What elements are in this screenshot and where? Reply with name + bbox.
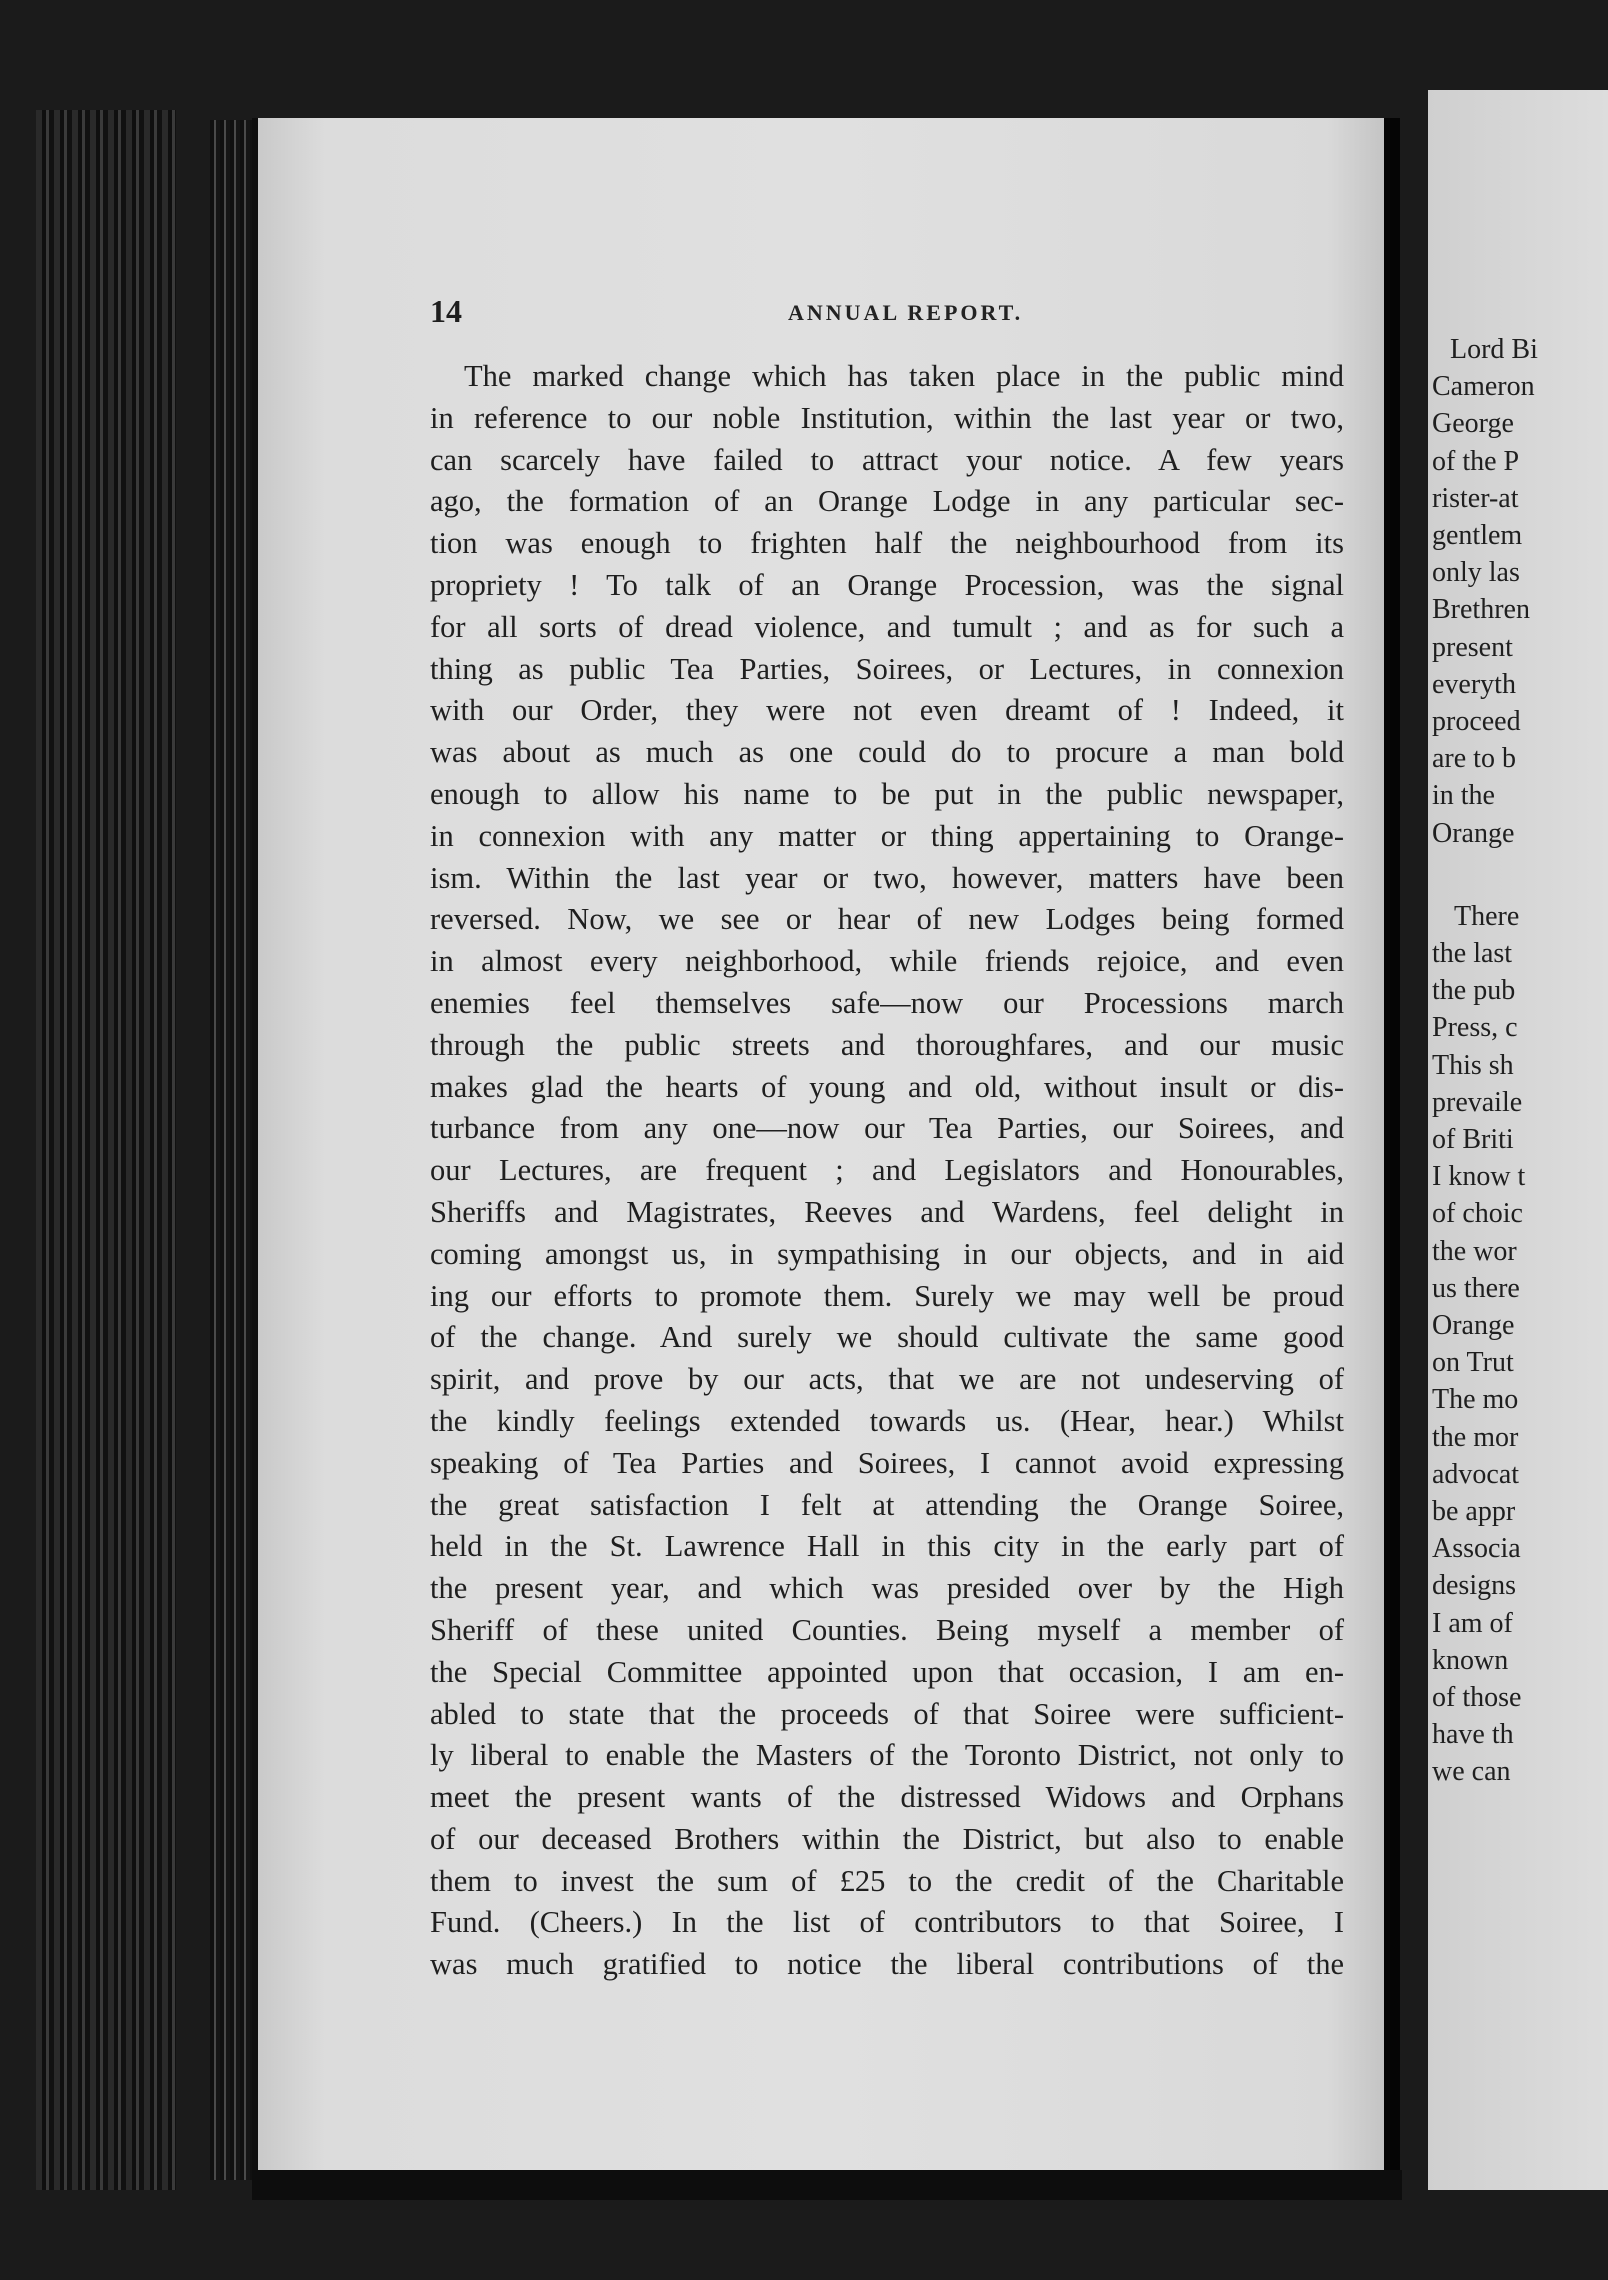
body-text: [430, 356, 1344, 1986]
text-line: known: [1432, 1644, 1509, 1676]
text-line: Sheriff of these united Counties. Being myself a member of: [430, 1612, 1344, 1647]
text-line: ing our efforts to promote them. Surely we may well be proud: [430, 1278, 1344, 1313]
text-line: of choic: [1432, 1198, 1523, 1230]
text-line: turbance from any one—now our Tea Parties, our Soirees, and: [430, 1111, 1344, 1146]
text-line: makes glad the hearts of young and old, without insult or dis-: [430, 1069, 1344, 1104]
text-line: only las: [1432, 557, 1520, 589]
text-line: speaking of Tea Parties and Soirees, I cannot avoid expressing: [430, 1445, 1344, 1480]
text-line: was about as much as one could do to procure a man bold: [430, 735, 1344, 770]
text-line: coming amongst us, in sympathising in our objects, and in aid: [430, 1236, 1344, 1271]
text-line: Press, c: [1432, 1012, 1518, 1044]
page-number: 14: [430, 293, 462, 329]
text-line: Associa: [1432, 1533, 1521, 1565]
text-line: George: [1432, 408, 1514, 440]
text-line: enough to allow his name to be put in the public newspaper,: [430, 776, 1344, 811]
text-line: through the public streets and thoroughfares, and our music: [430, 1027, 1344, 1062]
text-line: of Briti: [1432, 1124, 1514, 1155]
text-line: Brethren: [1432, 594, 1530, 626]
text-line: held in the St. Lawrence Hall in this city in the early part of: [430, 1529, 1344, 1564]
text-line: prevaile: [1432, 1086, 1523, 1118]
text-line: them to invest the sum of £25 to the credit of the Charitable: [430, 1863, 1344, 1898]
text-line: can scarcely have failed to attract your notice. A few years: [430, 442, 1344, 477]
text-line: enemies feel themselves safe—now our Processions march: [430, 985, 1344, 1020]
text-line: There: [1454, 900, 1520, 932]
text-line: thing as public Tea Parties, Soirees, or Lectures, in connexion: [430, 651, 1344, 686]
text-line: the great satisfaction I felt at attending the Orange Soiree,: [430, 1487, 1344, 1522]
text-line: proceed: [1432, 706, 1521, 737]
text-line: designs: [1432, 1570, 1516, 1602]
text-line: in almost every neighborhood, while friends rejoice, and even: [430, 944, 1344, 979]
text-line: everyth: [1432, 668, 1516, 700]
right-page-fragment: [1428, 90, 1608, 2190]
text-line: on Trut: [1432, 1347, 1514, 1379]
text-line: the present year, and which was presided over by the High: [430, 1571, 1344, 1606]
text-line: Orange: [1432, 1310, 1515, 1341]
text-line: present: [1432, 631, 1513, 663]
text-line: advocat: [1432, 1458, 1520, 1490]
text-line: The mo: [1432, 1384, 1519, 1416]
text-line: Fund. (Cheers.) In the list of contributors to that Soiree, I: [430, 1905, 1344, 1940]
text-line: The marked change which has taken place in the public mind: [464, 359, 1344, 393]
text-line: the Special Committee appointed upon that occasion, I am en-: [430, 1654, 1344, 1689]
text-line: was much gratified to notice the liberal contributions of the: [430, 1947, 1344, 1982]
text-line: I am of: [1432, 1607, 1513, 1639]
text-line: of our deceased Brothers within the District, but also to enable: [430, 1821, 1344, 1856]
text-line: have th: [1432, 1719, 1514, 1751]
text-line: us there: [1432, 1272, 1520, 1304]
text-line: of the P: [1432, 445, 1520, 477]
text-line: Sheriffs and Magistrates, Reeves and Wardens, feel delight in: [430, 1194, 1344, 1229]
text-line: with our Order, they were not even dreamt of ! Indeed, it: [430, 693, 1344, 728]
left-page: [252, 118, 1400, 2178]
text-line: of those: [1432, 1682, 1522, 1713]
book-binding-edge: [36, 110, 176, 2190]
text-line: the pub: [1432, 975, 1516, 1007]
text-line: ism. Within the last year or two, however, matters have been: [430, 860, 1344, 895]
text-line: I know t: [1432, 1161, 1526, 1193]
text-line: meet the present wants of the distressed Widows and Orphans: [430, 1780, 1344, 1815]
text-line: in the: [1432, 780, 1495, 812]
text-line: propriety ! To talk of an Orange Procession, was the signal: [430, 567, 1344, 602]
text-line: for all sorts of dread violence, and tumult ; and as for such a: [430, 609, 1344, 644]
text-line: in reference to our noble Institution, within the last year or two,: [430, 400, 1344, 435]
text-line: the wor: [1432, 1235, 1517, 1267]
text-line: of the change. And surely we should cultivate the same good: [430, 1320, 1344, 1355]
text-line: in connexion with any matter or thing appertaining to Orange-: [430, 818, 1344, 853]
text-line: rister-at: [1432, 482, 1519, 514]
text-line: our Lectures, are frequent ; and Legislators and Honourables,: [430, 1153, 1344, 1188]
text-line: tion was enough to frighten half the neighbourhood from its: [430, 526, 1344, 561]
page-bottom-shadow: [252, 2170, 1402, 2200]
text-line: abled to state that the proceeds of that Soiree were sufficient-: [430, 1696, 1344, 1731]
text-line: are to b: [1432, 743, 1516, 775]
text-line: This sh: [1432, 1049, 1514, 1081]
text-line: we can: [1432, 1756, 1511, 1788]
text-line: the last: [1432, 938, 1513, 969]
text-line: spirit, and prove by our acts, that we are not undeserving of: [430, 1362, 1344, 1397]
text-line: the mor: [1432, 1421, 1519, 1453]
text-line: the kindly feelings extended towards us. (Hear, hear.) Whilst: [430, 1403, 1344, 1438]
text-line: ly liberal to enable the Masters of the Toronto District, not only to: [430, 1738, 1344, 1773]
running-head: ANNUAL REPORT.: [788, 300, 1024, 325]
text-line: Lord Bi: [1450, 334, 1538, 365]
text-line: Cameron: [1432, 371, 1535, 403]
text-line: Orange: [1432, 817, 1515, 849]
text-line: gentlem: [1432, 520, 1523, 551]
text-line: reversed. Now, we see or hear of new Lodges being formed: [430, 902, 1344, 937]
text-line: ago, the formation of an Orange Lodge in any particular sec-: [430, 484, 1344, 519]
text-line: be appr: [1432, 1496, 1516, 1527]
